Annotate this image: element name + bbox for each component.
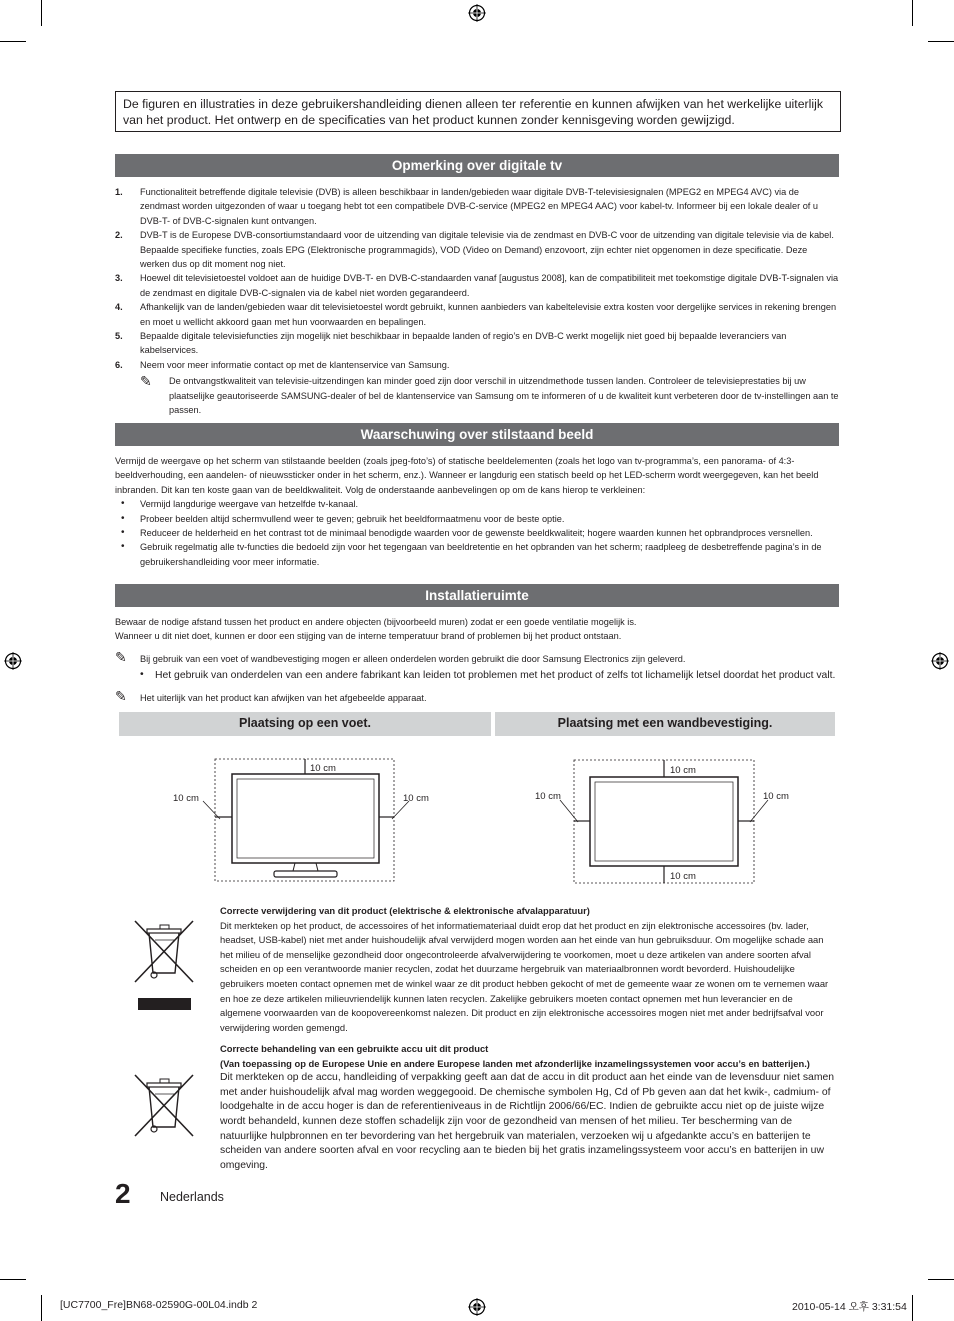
list-item: 2. DVB-T is de Europese DVB-consortiumstandaard voor de uitzending van digitale televisie via de zendmast en DVB-C voor de uitzending van digitale televisie via de kabel. Bepaalde specifieke functies, zoals EPG (Elektronische programmagids), VOD (Video on Demand) enzovoort, zijn echter niet opgenomen in deze specificatie. Deze werken dus op dit moment nog niet.	[115, 230, 834, 270]
battery-subtitle: (Van toepassing op de Europese Unie en andere Europese landen met afzonderlijke inzamelingssystemen voor accu’s en batterijen.)	[220, 1057, 810, 1069]
installation-intro: Bewaar de nodige afstand tussen het product en andere objecten (bijvoorbeeld muren) zodat er een goede ventilatie mogelijk is. Wanneer u dit niet doet, kunnen er door een stijging van de interne temperatuur brand of problemen bij het product ontstaan.	[115, 617, 637, 642]
clearance-label: 10 cm	[535, 791, 561, 802]
clearance-label: 10 cm	[670, 765, 696, 776]
list-item: 3. Hoewel dit televisietoestel voldoet aan de huidige DVB-T- en DVB-C-standaarden vanaf [augustus 2008], kan de compatibiliteit met toekomstige digitale DVB-T-signalen via de zendmast en digitale DVB-C-signalen via de kabel niet worden gegarandeerd.	[115, 273, 839, 298]
note-pencil-icon: ✎	[115, 688, 127, 704]
list-item: 1. Functionaliteit betreffende digitale televisie (DVB) is alleen beschikbaar in landen/gebieden waar digitale DVB-T-televisiesignalen (MPEG2 en MPEG4 AVC) via de zendmast worden uitgezonden of waar u toegang hebt tot een compatibele DVB-C-service (MPEG2 en MPEG4 AAC) voor kabel-tv. Informeer bij een lokale dealer of u DVB-T- of DVB-C-signalen kunt ontvangen.	[115, 187, 819, 226]
crop-mark	[41, 0, 42, 26]
list-item: • Probeer beelden altijd schermvullend weer te geven; gebruik het beeldformaatmenu voor de beste optie.	[115, 512, 839, 526]
crop-mark	[928, 1279, 954, 1280]
battery-section	[220, 1042, 835, 1173]
bullet-list	[115, 497, 839, 569]
paragraph: Vermijd de weergave op het scherm van stilstaande beelden (zoals jpeg-foto’s) of statische beeldelementen (zoals het logo van tv-programma’s, een panorama- of 4:3-beeldverhouding, een aandelen- of nieuwssticker onder in het scherm, enz.). Wanneer er langdurig een statisch beeld op het LED-scherm wordt weergegeven, kan het beeld inbranden. Dit kan ten koste gaan van de beeldkwaliteit. Volg de onderstaande aanbevelingen op om de kans hierop te verkleinen:	[115, 456, 819, 495]
note: ✎ Het uiterlijk van het product kan afwijken van het afgebeelde apparaat.	[115, 688, 427, 704]
list-item: • Gebruik regelmatig alle tv-functies die bedoeld zijn voor het tegengaan van beeldretentie en het opbranden van het scherm; raadpleeg de desbetreffende pagina’s in de gebruikershandleiding voor meer informatie.	[115, 540, 839, 569]
language-label: Nederlands	[160, 1190, 224, 1204]
crop-mark	[928, 41, 954, 42]
note-pencil-icon: ✎	[140, 373, 152, 390]
column-header-wall-mount: Plaatsing met een wandbevestiging.	[495, 712, 835, 736]
disclaimer-box: De figuren en illustraties in deze gebruikershandleiding dienen alleen ter referentie en kunnen afwijken van het werkelijke uiterlijk van het product. Het ontwerp en de specificaties van het product kunnen zonder kennisgeving worden gewijzigd.	[115, 91, 841, 132]
clearance-label: 10 cm	[670, 871, 696, 882]
footer-filename: [UC7700_Fre]BN68-02590G-00L04.indb 2	[60, 1299, 258, 1311]
list-item: • Reduceer de helderheid en het contrast tot de minimaal benodigde waarden voor de gewenste beeldkwaliteit; hogere waarden kunnen het opbrandproces versnellen.	[115, 526, 839, 540]
weee-text: Dit merkteken op het product, de accessoires of het informatiemateriaal duidt erop dat het product en zijn elektronische accessoires (bv. lader, headset, USB-kabel) niet met ander huishoudelijk afval verwijderd mogen worden aan het einde van hun gebruiksduur. Om mogelijke schade aan het milieu of de menselijke gezondheid door ongecontroleerde afvalverwijdering te voorkomen, moet u deze artikelen van andere soorten afval scheiden en op een verantwoorde manier recyclen, zodat het duurzame hergebruik van materiaalbronnen wordt bevorderd. Huishoudelijke gebruikers moeten contact opnemen met de winkel waar ze dit product hebben gekocht of met de gemeente waar ze wonen om te vernemen waar en hoe ze deze artikelen milieuvriendelijk kunnen laten recyclen. Zakelijke gebruikers moeten contact opnemen met hun leverancier en de algemene voorwaarden van de koopovereenkomst nalezen. Dit product en zijn elektronische accessoires mogen niet met ander bedrijfsafval voor verwijdering worden gemengd.	[220, 919, 829, 1033]
list-item: 6. Neem voor meer informatie contact op met de klantenservice van Samsung.	[115, 359, 450, 370]
footer-timestamp: 2010-05-14 오후 3:31:54	[792, 1301, 907, 1313]
sub-bullet: • Het gebruik van onderdelen van een andere fabrikant kan leiden tot problemen met het product of zelfs tot lichamelijk letsel doordat het product valt.	[140, 668, 855, 683]
registration-mark-icon	[4, 652, 22, 670]
section-header-installation: Installatieruimte	[115, 584, 839, 607]
note: ✎ Bij gebruik van een voet of wandbevestiging mogen er alleen onderdelen worden gebruikt die door Samsung Electronics zijn geleverd.	[115, 649, 686, 665]
crop-mark	[0, 1279, 26, 1280]
list-item: 5. Bepaalde digitale televisiefuncties zijn mogelijk niet beschikbaar in bepaalde landen of regio’s en DVB-C werkt mogelijk niet goed bij bepaalde leveranciers van kabelservices.	[115, 331, 787, 356]
weee-title: Correcte verwijdering van dit product (elektrische & elektronische afvalapparatuur)	[220, 905, 590, 916]
list-item: 4. Afhankelijk van de landen/gebieden waar dit televisietoestel wordt gebruikt, kunnen aanbieders van kabeltelevisie extra kosten voor dergelijke services in rekening brengen en moet u wellicht akkoord gaan met hun voorwaarden en bepalingen.	[115, 302, 837, 327]
clearance-label: 10 cm	[763, 791, 789, 802]
clearance-label: 10 cm	[310, 763, 336, 774]
clearance-label: 10 cm	[173, 793, 199, 804]
battery-text: Dit merkteken op de accu, handleiding of verpakking geeft aan dat de accu in dit product aan het einde van de levensduur niet samen met ander huishoudelijk afval mag worden weggegooid. De chemische symbolen Hg, Cd of Pb geven aan dat het kwik-, cadmium- of loodgehalte in de accu hoger is dan de referentieniveaus in de Richtlijn 2006/66/EC. Indien de gebruikte accu niet op de juiste wijze wordt behandeld, kunnen deze stoffen schadelijk zijn voor de gezondheid van mensen of het milieu. Ter bescherming van de natuurlijke hulpbronnen en ter bevordering van het hergebruik van materialen, verzoeken wij u afgedankte accu’s en batterijen te scheiden van andere soorten afval en voor recycling aan te bieden bij het gratis inzamelingssysteem voor accu’s en batterijen in uw omgeving.	[220, 1072, 835, 1171]
weee-section	[220, 904, 835, 1035]
crop-mark	[0, 41, 26, 42]
note: ✎ De ontvangstkwaliteit van televisie-uitzendingen kan minder goed zijn door verschil in uitzendmethode tussen landen. Controleer de televisieprestaties bij uw plaatselijke geautoriseerde SAMSUNG-dealer of bel de klantenservice van Samsung om te informeren of u de kwaliteit kunt verbeteren door de tv-instellingen aan te passen.	[140, 373, 839, 416]
battery-title: Correcte behandeling van een gebruikte accu uit dit product	[220, 1043, 489, 1054]
registration-mark-icon	[468, 1298, 486, 1316]
section-header-still-image: Waarschuwing over stilstaand beeld	[115, 423, 839, 446]
still-image-section	[115, 454, 839, 569]
column-header-stand: Plaatsing op een voet.	[119, 712, 491, 736]
page-number: 2	[115, 1178, 131, 1209]
crossed-out-wheelie-bin-icon	[133, 918, 197, 1012]
note-pencil-icon: ✎	[115, 649, 127, 665]
registration-mark-icon	[931, 652, 949, 670]
list-item: • Vermijd langdurige weergave van hetzelfde tv-kanaal.	[115, 497, 839, 511]
clearance-label: 10 cm	[403, 793, 429, 804]
crossed-out-battery-bin-icon	[133, 1072, 197, 1140]
stand-clearance-diagram	[168, 755, 448, 885]
digital-tv-list	[115, 185, 839, 418]
crop-mark	[41, 1295, 42, 1321]
crop-mark	[912, 1295, 913, 1321]
registration-mark-icon	[468, 4, 486, 22]
crop-mark	[912, 0, 913, 26]
wall-mount-clearance-diagram	[530, 755, 800, 890]
section-header-digital-tv: Opmerking over digitale tv	[115, 154, 839, 177]
